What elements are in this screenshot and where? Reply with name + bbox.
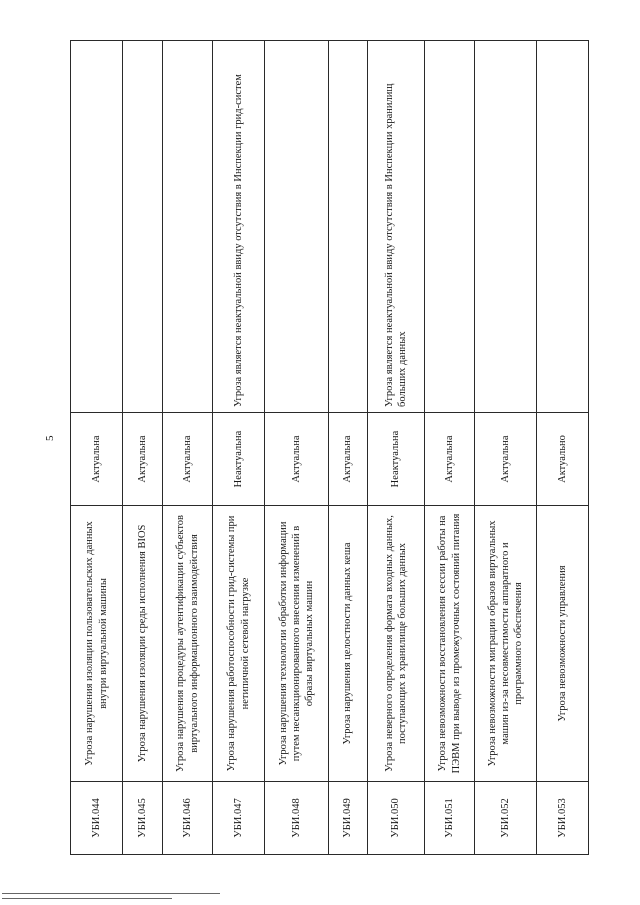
table-row <box>163 41 213 855</box>
threat-name: Угроза нарушения технологии обработки информации путем несанкционированного внесения изменений в образы виртуальных машин <box>265 506 329 782</box>
status-cell: Актуальна <box>329 413 368 506</box>
threat-name: Угроза нарушения изоляции пользовательских данных внутри виртуальной машины <box>71 506 123 782</box>
footer-rule <box>2 893 220 894</box>
table-row <box>213 41 265 855</box>
threat-name: Угроза неверного определения формата входных данных, поступающих в хранилище больших данных <box>368 506 425 782</box>
threat-table <box>70 40 589 855</box>
comment-cell <box>329 41 368 413</box>
comment-cell: Угроза является неактуальной ввиду отсутствия в Инспекции хранилищ больших данных <box>368 41 425 413</box>
comment-cell <box>265 41 329 413</box>
threat-table-rotated <box>70 40 588 855</box>
row-id: УБИ.044 <box>71 782 123 855</box>
row-id: УБИ.048 <box>265 782 329 855</box>
row-id: УБИ.053 <box>537 782 589 855</box>
comment-cell <box>475 41 537 413</box>
footer-rule <box>2 898 172 899</box>
status-cell: Актуальна <box>163 413 213 506</box>
table-row <box>537 41 589 855</box>
threat-name: Угроза невозможности миграции образов виртуальных машин из-за несовместимости аппаратного и программного обеспечения <box>475 506 537 782</box>
table-row <box>329 41 368 855</box>
page-number: 5 <box>44 435 56 441</box>
table-row <box>123 41 163 855</box>
threat-name: Угроза нарушения изоляции среды исполнения BIOS <box>123 506 163 782</box>
table-row <box>265 41 329 855</box>
status-cell: Неактуальна <box>213 413 265 506</box>
status-cell: Актуальна <box>475 413 537 506</box>
table-row <box>425 41 475 855</box>
status-cell: Неактуальна <box>368 413 425 506</box>
status-cell: Актуальна <box>265 413 329 506</box>
row-id: УБИ.049 <box>329 782 368 855</box>
threat-name: Угроза невозможности восстановления сессии работы на ПЭВМ при выводе из промежуточных состояний питания <box>425 506 475 782</box>
table-row <box>71 41 123 855</box>
table-row <box>368 41 425 855</box>
comment-cell <box>163 41 213 413</box>
table-body <box>71 41 589 855</box>
row-id: УБИ.050 <box>368 782 425 855</box>
comment-cell <box>123 41 163 413</box>
status-cell: Актуальна <box>425 413 475 506</box>
threat-name: Угроза нарушения целостности данных кеша <box>329 506 368 782</box>
comment-cell <box>71 41 123 413</box>
threat-name: Угроза нарушения работоспособности грид-системы при нетипичной сетевой нагрузке <box>213 506 265 782</box>
row-id: УБИ.051 <box>425 782 475 855</box>
comment-cell <box>425 41 475 413</box>
row-id: УБИ.052 <box>475 782 537 855</box>
status-cell: Актуально <box>537 413 589 506</box>
status-cell: Актуальна <box>123 413 163 506</box>
comment-cell: Угроза является неактуальной ввиду отсутствия в Инспекции грид-систем <box>213 41 265 413</box>
row-id: УБИ.046 <box>163 782 213 855</box>
row-id: УБИ.045 <box>123 782 163 855</box>
threat-name: Угроза нарушения процедуры аутентификации субъектов виртуального информационного взаимодействия <box>163 506 213 782</box>
threat-name: Угроза невозможности управления <box>537 506 589 782</box>
status-cell: Актуальна <box>71 413 123 506</box>
comment-cell <box>537 41 589 413</box>
table-row <box>475 41 537 855</box>
row-id: УБИ.047 <box>213 782 265 855</box>
